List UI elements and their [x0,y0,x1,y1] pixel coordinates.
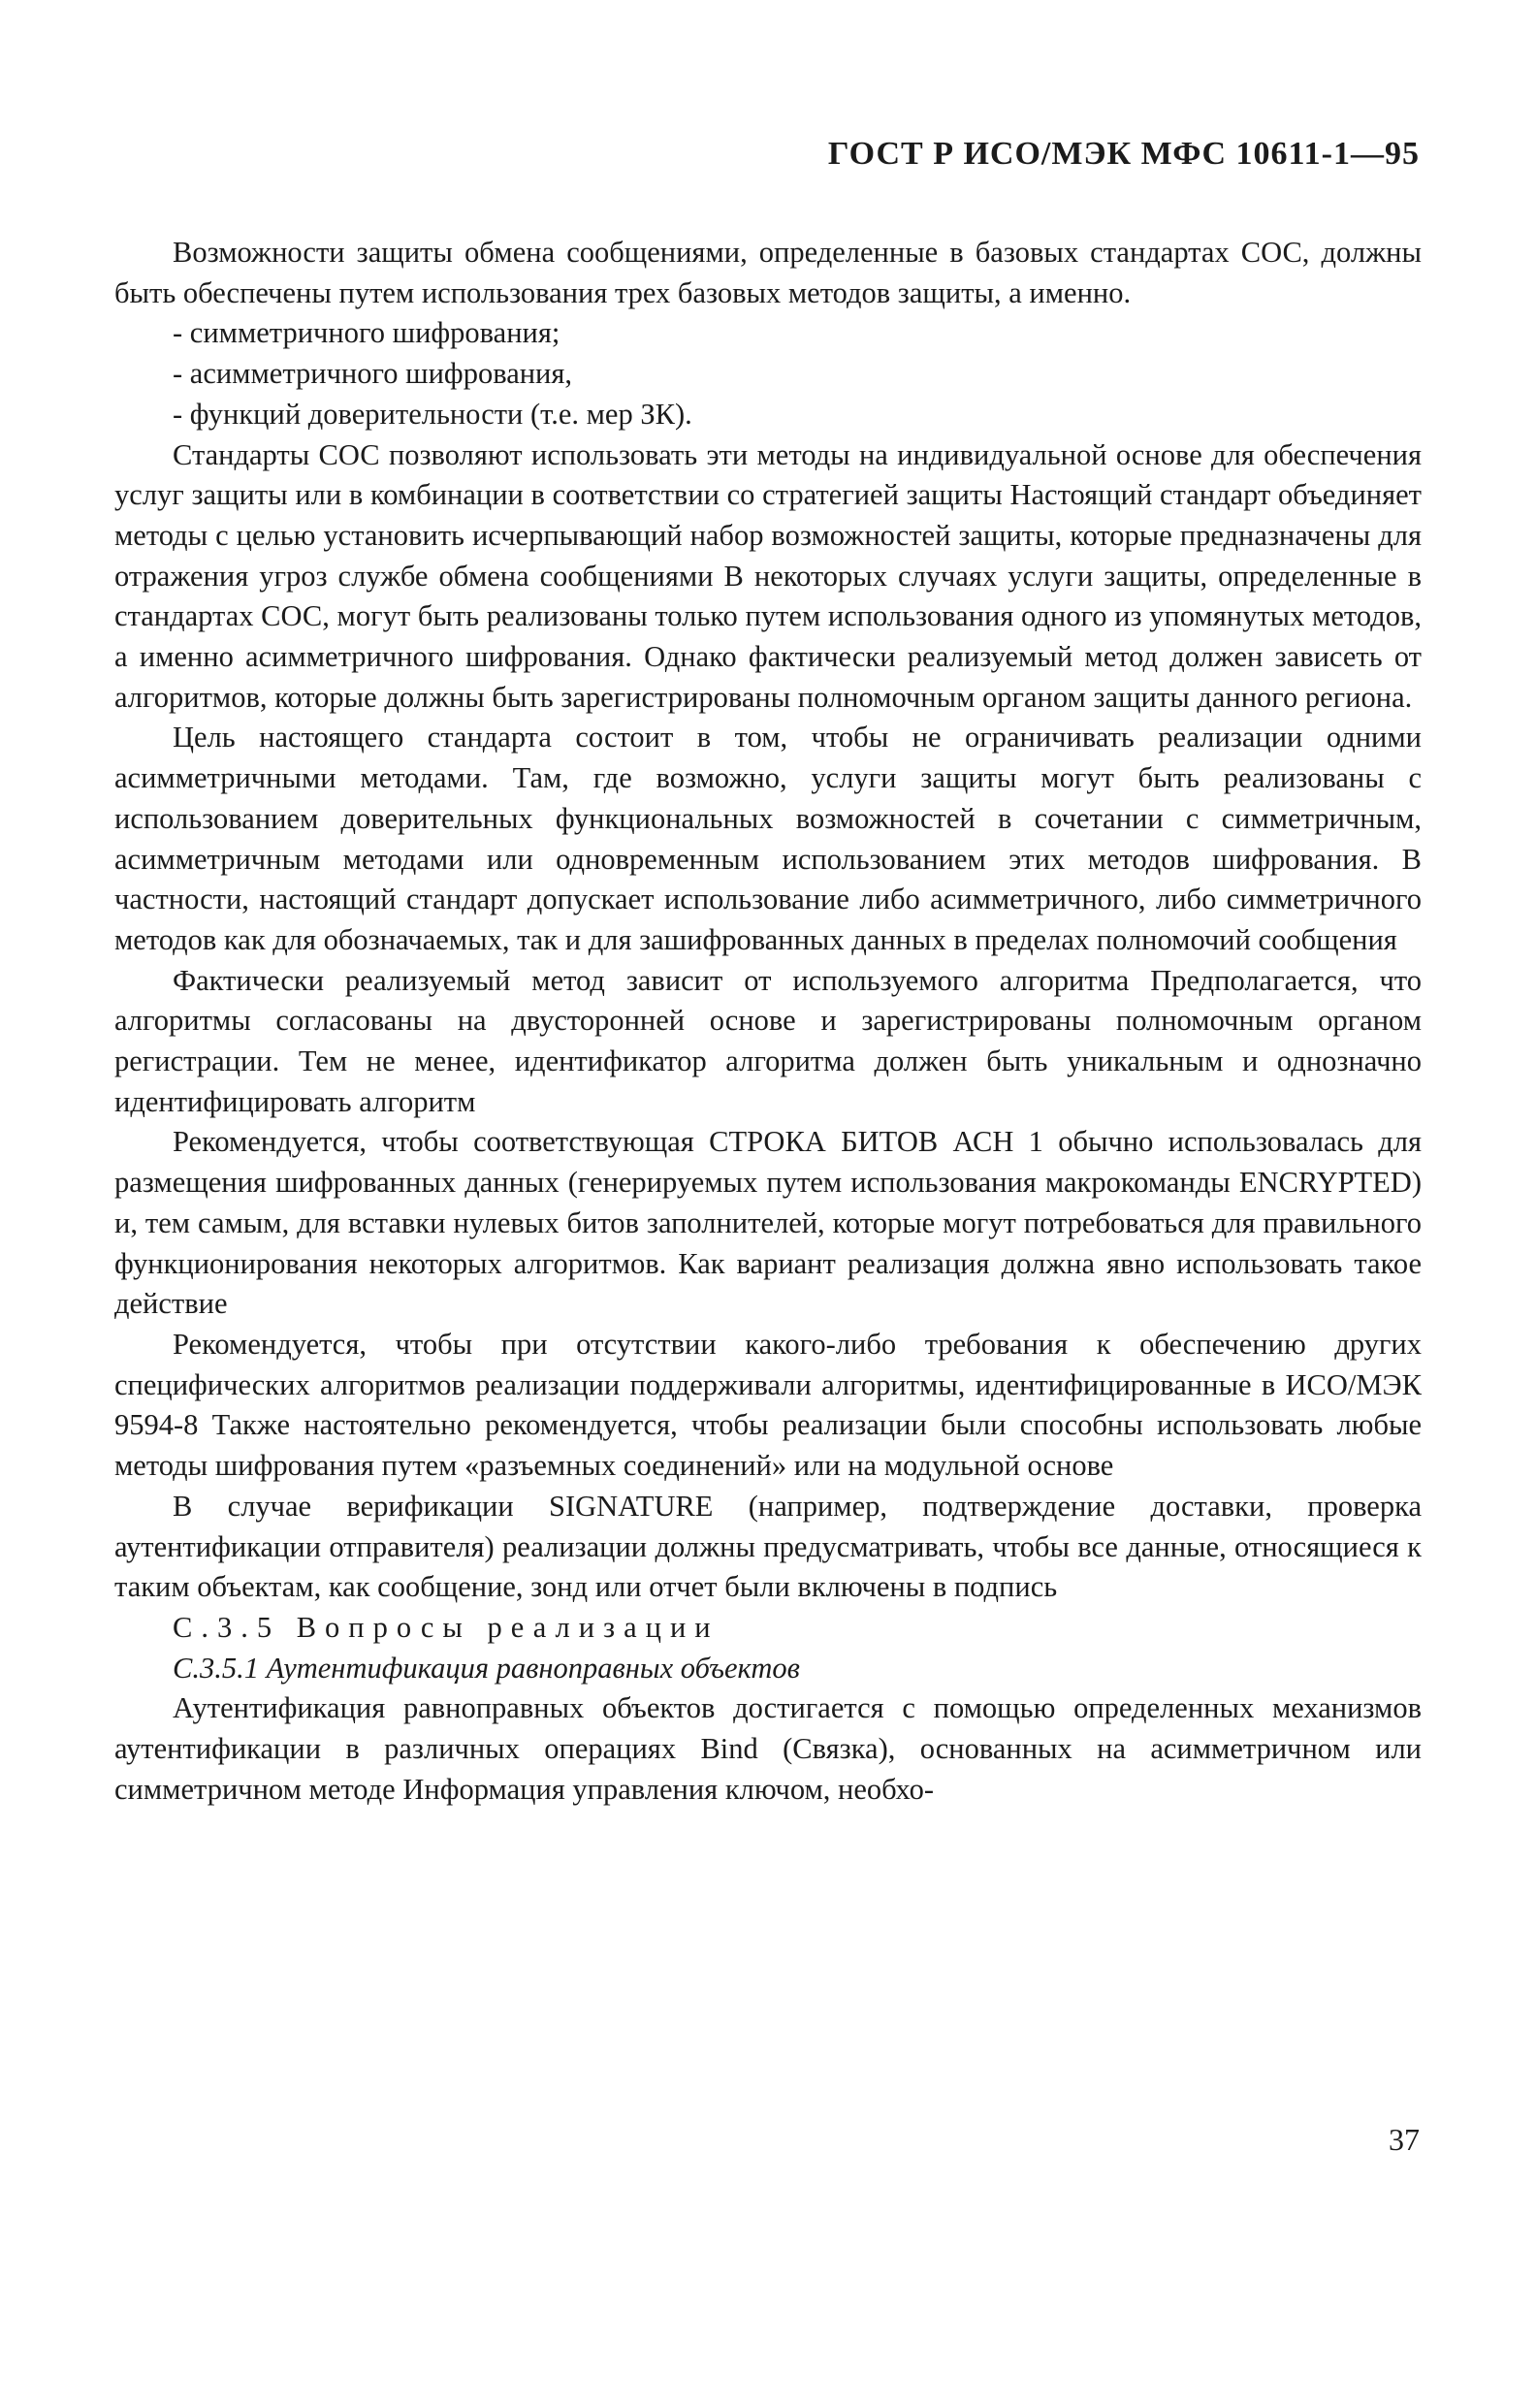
section-heading: С.3.5 Вопросы реализации [173,1610,720,1644]
subsection-heading: С.3.5.1 Аутентификация равноправных объектов [173,1651,800,1685]
paragraph-7: В случае верификации SIGNATURE (например, подтверждение доставки, проверка аутентификации отправителя) реализации должны предусматривать, чтобы все данные, относящиеся к таким объектам, как сообщение, зонд или отчет были включены в подпись [114,1489,1422,1604]
page-number: 37 [1389,2122,1420,2157]
list-item-asymmetric: - асимметричного шифрования, [173,357,573,391]
document-body [114,233,1422,1810]
paragraph-8: Аутентификация равноправных объектов достигается с помощью определенных механизмов аутентификации в различных операциях Bind (Связка), основанных на асимметричном или симметричном методе Информация управления ключом, необхо- [114,1691,1422,1806]
list-item-trust-functions: - функций доверительности (т.е. мер ЗК). [173,397,692,431]
paragraph-4: Фактически реализуемый метод зависит от используемого алгоритма Предполагается, что алгоритмы согласованы на двусторонней основе и зарегистрированы полномочным органом регистрации. Тем не менее, идентификатор алгоритма должен быть уникальным и однозначно идентифицировать алгоритм [114,963,1422,1118]
paragraph-6: Рекомендуется, чтобы при отсутствии какого-либо требования к обеспечению других специфических алгоритмов реализации поддерживали алгоритмы, идентифицированные в ИСО/МЭК 9594-8 Также настоятельно рекомендуется, чтобы реализации были способны использовать любые методы шифрования путем «разъемных соединений» или на модульной основе [114,1327,1422,1483]
paragraph-1: Возможности защиты обмена сообщениями, определенные в базовых стандартах СОС, должны быть обеспечены путем использования трех базовых методов защиты, а именно. [114,236,1422,309]
page-header-title: ГОСТ Р ИСО/МЭК МФС 10611-1—95 [827,136,1420,172]
paragraph-2: Стандарты СОС позволяют использовать эти методы на индивидуальной основе для обеспечения услуг защиты или в комбинации в соответствии со стратегией защиты Настоящий стандарт объединяет методы с целью установить исчерпывающий набор возможностей защиты, которые предназначены для отражения угроз службе обмена сообщениями В некоторых случаях услуги защиты, определенные в стандартах СОС, могут быть реализованы только путем использования одного из упомянутых методов, а именно асимметричного шифрования. Однако фактически реализуемый метод должен зависеть от алгоритмов, которые должны быть зарегистрированы полномочным органом защиты данного региона. [114,437,1422,714]
paragraph-5: Рекомендуется, чтобы соответствующая СТРОКА БИТОВ АСН 1 обычно использовалась для размещения шифрованных данных (генерируемых путем использования макрокоманды ENCRYPTED) и, тем самым, для вставки нулевых битов заполнителей, которые могут потребоваться для правильного функционирования некоторых алгоритмов. Как вариант реализация должна явно использовать такое действие [114,1125,1422,1321]
list-item-symmetric: - симметричного шифрования; [173,316,560,350]
paragraph-3: Цель настоящего стандарта состоит в том, чтобы не ограничивать реализации одними асимметричными методами. Там, где возможно, услуги защиты могут быть реализованы с использованием доверительных функциональных возможностей в сочетании с симметричным, асимметричным методами или одновременным использованием этих методов шифрования. В частности, настоящий стандарт допускает использование либо асимметричного, либо симметричного методов как для обозначаемых, так и для зашифрованных данных в пределах полномочий сообщения [114,721,1422,956]
